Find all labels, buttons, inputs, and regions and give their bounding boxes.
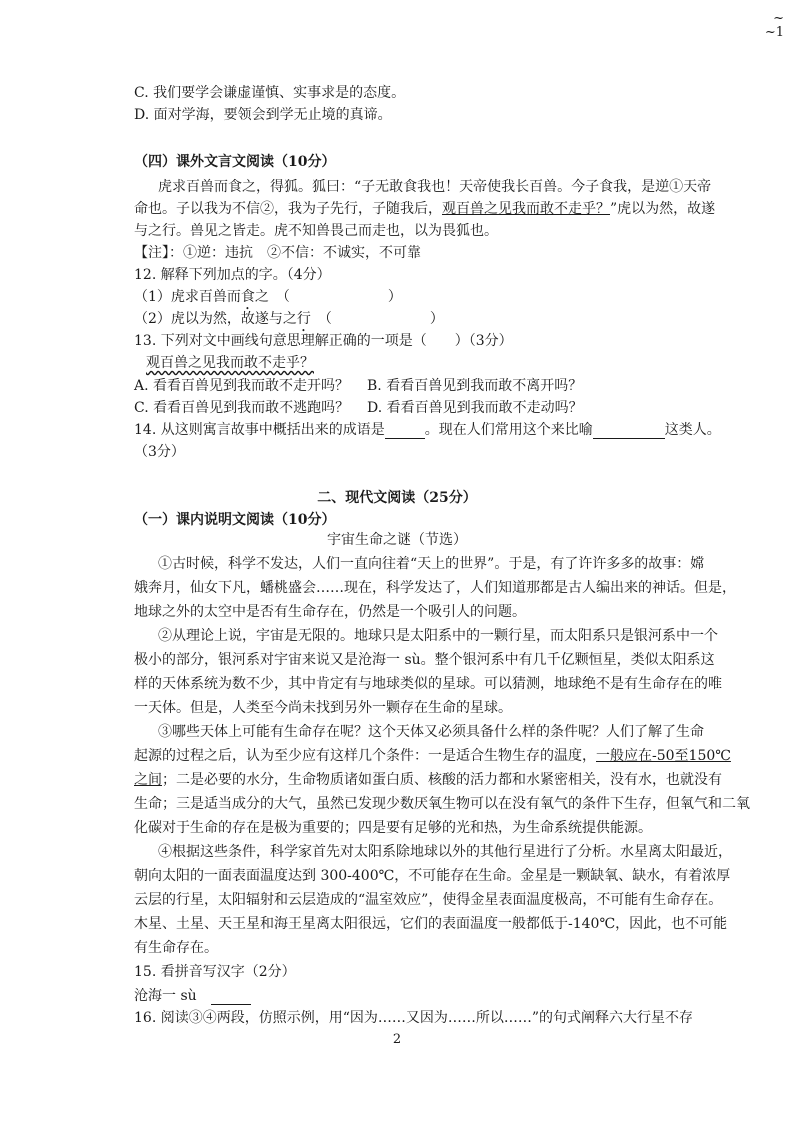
question-14-score: （3分） <box>134 444 185 460</box>
underlined-temperature: 一般应在-50至150℃ <box>596 748 731 764</box>
paragraph-3-line-2 <box>134 745 731 765</box>
part2-heading: 二、现代文阅读（25分） <box>317 490 477 506</box>
paragraph-4-line-4: 木星、土星、天王星和海王星离太阳很远，它们的表面温度一般都低于-140℃，因此，也不可能 <box>134 916 728 932</box>
q14-blank-1[interactable] <box>385 424 425 439</box>
underlined-sentence: 观百兽之见我而敢不走乎？ <box>442 201 610 217</box>
question-16: 16. 阅读③④两段，仿照示例，用“因为……又因为……所以……”的句式阐释六大行星不存 <box>134 1010 694 1026</box>
question-13-sentence: 观百兽之见我而敢不走乎？ <box>146 355 314 371</box>
question-15-item <box>134 985 251 1005</box>
q15-pinyin: 沧海一 sù <box>134 988 197 1004</box>
question-15: 15. 看拼音写汉字（2分） <box>134 964 296 980</box>
paragraph-2-line-3: 样的天体系统为数不少，其中肯定有与地球类似的星球。可以猜测，地球绝不是有生命存在的唯 <box>134 676 722 692</box>
paragraph-4-line-5: 有生命存在。 <box>134 940 218 956</box>
paragraph-3-line-3 <box>134 769 722 789</box>
paragraph-2-line-2: 极小的部分，银河系对宇宙来说又是沧海一 sù。整个银河系中有几千亿颗恒星，类似太阳系这 <box>134 652 715 668</box>
option-c: C. 我们要学会谦虚谨慎、实事求是的态度。 <box>134 85 406 101</box>
paragraph-1-line-3: 地球之外的太空中是否有生命存在，仍然是一个吸引人的问题。 <box>134 604 526 620</box>
page-number: 2 <box>392 1032 402 1047</box>
q14-mid: 。现在人们常用这个来比喻 <box>424 422 593 438</box>
p3-2-pre: 起源的过程之后，认为至少应有这样几个条件：一是适合生物生存的温度， <box>134 748 596 764</box>
annotation-note: 【注】：①逆：违抗 ②不信：不诚实，不可靠 <box>134 245 421 261</box>
question-14 <box>134 419 721 439</box>
q12-1-pre: （1）虎求百兽而 <box>134 289 241 305</box>
classical-text-line-2 <box>134 198 715 218</box>
dotted-char-xing: 行 <box>296 311 311 327</box>
section4-heading: （四）课外文言文阅读（10分） <box>134 154 336 170</box>
paragraph-4-line-3: 云层的行星，太阳辐射和云层造成的“温室效应”，使得金星表面温度极高，不可能有生命存在。 <box>134 892 723 908</box>
paragraph-3-line-5: 化碳对于生命的存在是极为重要的；四是要有足够的光和热，为生命系统提供能源。 <box>134 820 652 836</box>
q14-post: 这类人。 <box>664 422 721 438</box>
paragraph-3-line-1: ③哪些天体上可能有生命存在呢？这个天体又必须具备什么样的条件呢？人们了解了生命 <box>158 724 704 740</box>
classical-text-2a: 命也。子以我为不信②，我为子先行，子随我后， <box>134 201 442 217</box>
q14-pre: 14. 从这则寓言故事中概括出来的成语是 <box>134 422 385 438</box>
q13-option-a: A. 看看百兽见到我而敢不走开吗？ <box>134 378 350 394</box>
paragraph-1-line-1: ①古时候，科学不发达，人们一直向往着“天上的世界”。于是，有了许许多多的故事：嫦 <box>158 556 705 572</box>
q12-2-pre: （2）虎以为然，故遂与之 <box>134 311 297 327</box>
p3-3-post: ；二是必要的水分，生命物质诸如蛋白质、核酸的活力都和水紧密相关，没有水，也就没有 <box>162 772 722 788</box>
q15-blank[interactable] <box>211 990 251 1005</box>
classical-text-line-1: 虎求百兽而食之，得狐。狐曰：“子无敢食我也！天帝使我长百兽。今子食我，是逆①天帝 <box>158 179 712 195</box>
paragraph-2-line-1: ②从理论上说，宇宙是无限的。地球只是太阳系中的一颗行星，而太阳系只是银河系中一个 <box>158 628 718 644</box>
classical-text-2c: ”虎以为然，故遂 <box>610 201 716 217</box>
q13-option-d: D. 看看百兽见到我而敢不走动吗？ <box>367 400 583 416</box>
q14-blank-2[interactable] <box>593 424 665 439</box>
dotted-char-shi: 食 <box>240 289 255 305</box>
q12-1-post: 之 （ ） <box>254 289 402 305</box>
underlined-zhijian: 之间 <box>134 772 162 788</box>
option-d: D. 面对学海，要领会到学无止境的真谛。 <box>134 107 392 123</box>
classical-text-line-3: 与之行。兽见之皆走。虎不知兽畏己而走也，以为畏狐也。 <box>134 223 498 239</box>
paragraph-1-line-2: 娥奔月，仙女下凡，蟠桃盛会……现在，科学发达了，人们知道那都是古人编出来的神话。但是， <box>134 580 736 596</box>
question-13: 13. 下列对文中画线句意思理解正确的一项是（ ）（3分） <box>134 333 513 349</box>
q13-option-b: B. 看看百兽见到我而敢不离开吗？ <box>367 378 583 394</box>
q12-2-post: （ ） <box>310 311 444 327</box>
part2-subheading: （一）课内说明文阅读（10分） <box>134 512 336 528</box>
corner-mark: ~ ~1 <box>764 11 784 40</box>
question-12: 12. 解释下列加点的字。（4分） <box>134 267 331 283</box>
paragraph-4-line-1: ④根据这些条件，科学家首先对太阳系除地球以外的其他行星进行了分析。水星离太阳最近， <box>158 844 732 860</box>
paragraph-3-line-4: 生命；三是适当成分的大气，虽然已发现少数厌氧生物可以在没有氧气的条件下生存，但氧气和二氧 <box>134 796 750 812</box>
paragraph-4-line-2: 朝向太阳的一面表面温度达到 300-400℃，不可能存在生命。金星是一颗缺氧、缺水，有着浓厚 <box>134 868 731 884</box>
article-title: 宇宙生命之谜（节选） <box>327 532 467 548</box>
q13-option-c: C. 看看百兽见到我而敢不逃跑吗？ <box>134 400 350 416</box>
paragraph-2-line-4: 一天体。但是，人类至今尚未找到另外一颗存在生命的星球。 <box>134 700 512 716</box>
